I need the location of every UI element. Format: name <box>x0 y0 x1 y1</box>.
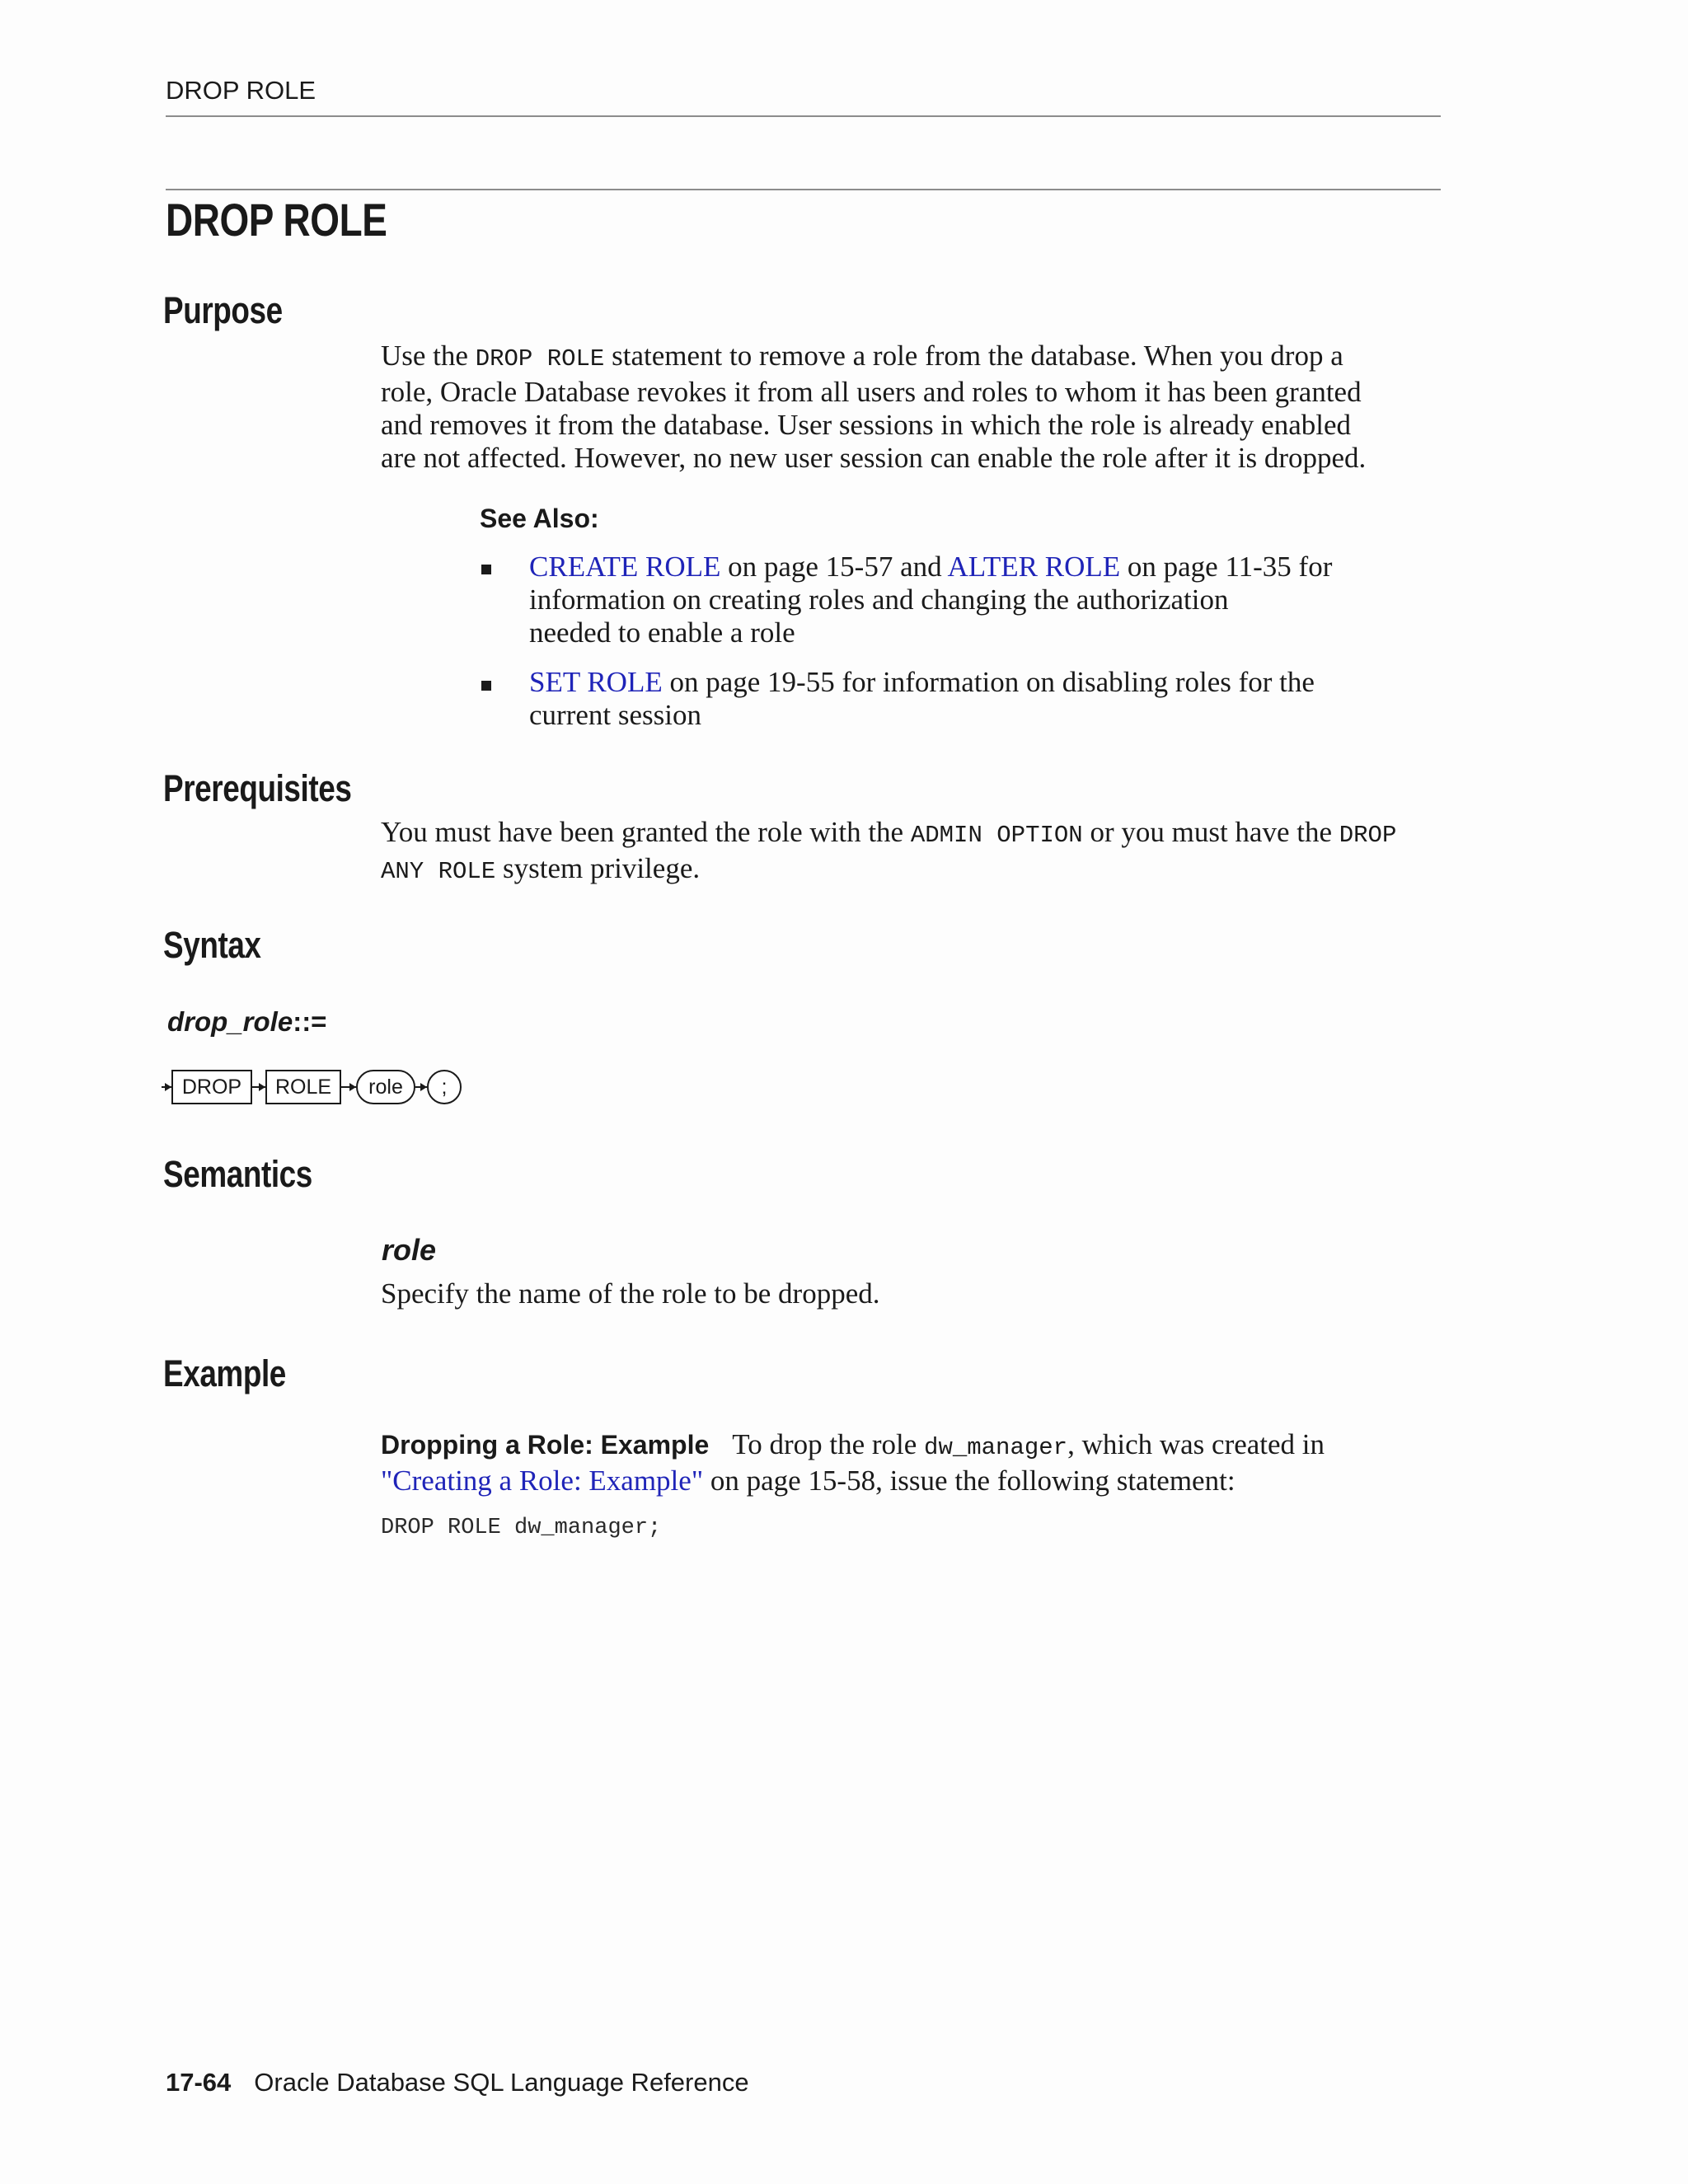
see-also-text: on page 15-57 and <box>720 551 948 583</box>
prerequisites-heading: Prerequisites <box>163 767 352 809</box>
see-also-item <box>529 666 1353 732</box>
book-title: Oracle Database SQL Language Reference <box>254 2068 749 2097</box>
example-text: To drop the role <box>732 1428 925 1460</box>
title-rule <box>166 189 1441 190</box>
semantics-term: role <box>382 1233 437 1267</box>
prereq-code: DROP <box>1339 822 1397 849</box>
example-text: on page 15-58, issue the following statement: <box>703 1465 1236 1497</box>
creating-role-example-link[interactable]: "Creating a Role: Example" <box>381 1465 704 1497</box>
rule-operator: ::= <box>293 1006 327 1037</box>
see-also-item <box>529 551 1353 649</box>
see-also-line: current session <box>529 699 701 731</box>
purpose-line: are not affected. However, no new user session can enable the role after it is dropped. <box>381 442 1367 474</box>
see-also-label: See Also: <box>480 504 599 533</box>
running-header: DROP ROLE <box>166 76 316 105</box>
prereq-text: You must have been granted the role with the <box>381 816 911 848</box>
purpose-code: DROP ROLE <box>475 345 605 373</box>
prerequisites-paragraph <box>381 816 1444 888</box>
header-rule <box>166 115 1441 117</box>
example-text: , which was created in <box>1067 1428 1325 1460</box>
create-role-link[interactable]: CREATE ROLE <box>529 551 721 583</box>
example-code-block: DROP ROLE dw_manager; <box>381 1516 662 1540</box>
page-title: DROP ROLE <box>166 194 387 246</box>
purpose-text: statement to remove a role from the database. When you drop a <box>604 340 1343 372</box>
example-code: dw_manager <box>924 1434 1068 1461</box>
set-role-link[interactable]: SET ROLE <box>529 666 663 698</box>
alter-role-link[interactable]: ALTER ROLE <box>947 551 1121 583</box>
purpose-paragraph <box>381 340 1444 475</box>
see-also-line: information on creating roles and changing the authorization <box>529 583 1229 616</box>
example-heading: Example <box>163 1352 286 1394</box>
bullet-icon <box>481 565 491 574</box>
prereq-code: ANY ROLE <box>381 858 496 885</box>
semantics-heading: Semantics <box>163 1153 312 1195</box>
purpose-heading: Purpose <box>163 289 283 331</box>
purpose-line: role, Oracle Database revokes it from all users and roles to whom it has been granted <box>381 376 1362 408</box>
prereq-code: ADMIN OPTION <box>910 822 1083 849</box>
syntax-keyword-drop: DROP <box>171 1070 252 1104</box>
syntax-terminator: ; <box>427 1070 462 1104</box>
example-label: Dropping a Role: Example <box>381 1430 710 1460</box>
syntax-rule-name <box>167 1006 326 1038</box>
prereq-text: or you must have the <box>1082 816 1339 848</box>
syntax-parameter-role: role <box>356 1070 415 1104</box>
semantics-description: Specify the name of the role to be dropped. <box>381 1277 880 1310</box>
syntax-heading: Syntax <box>163 924 261 966</box>
see-also-text: on page 19-55 for information on disabling roles for the <box>662 666 1315 698</box>
page-footer <box>166 2068 749 2097</box>
purpose-line: and removes it from the database. User sessions in which the role is already enabled <box>381 409 1351 441</box>
rule-name: drop_role <box>167 1006 293 1037</box>
see-also-line: needed to enable a role <box>529 616 795 649</box>
page-number: 17-64 <box>166 2068 232 2097</box>
example-paragraph <box>381 1428 1444 1497</box>
prereq-text: system privilege. <box>495 852 701 884</box>
bullet-icon <box>481 681 491 691</box>
see-also-text: on page 11-35 for <box>1120 551 1333 583</box>
purpose-text: Use the <box>381 340 476 372</box>
syntax-keyword-role: ROLE <box>265 1070 341 1104</box>
